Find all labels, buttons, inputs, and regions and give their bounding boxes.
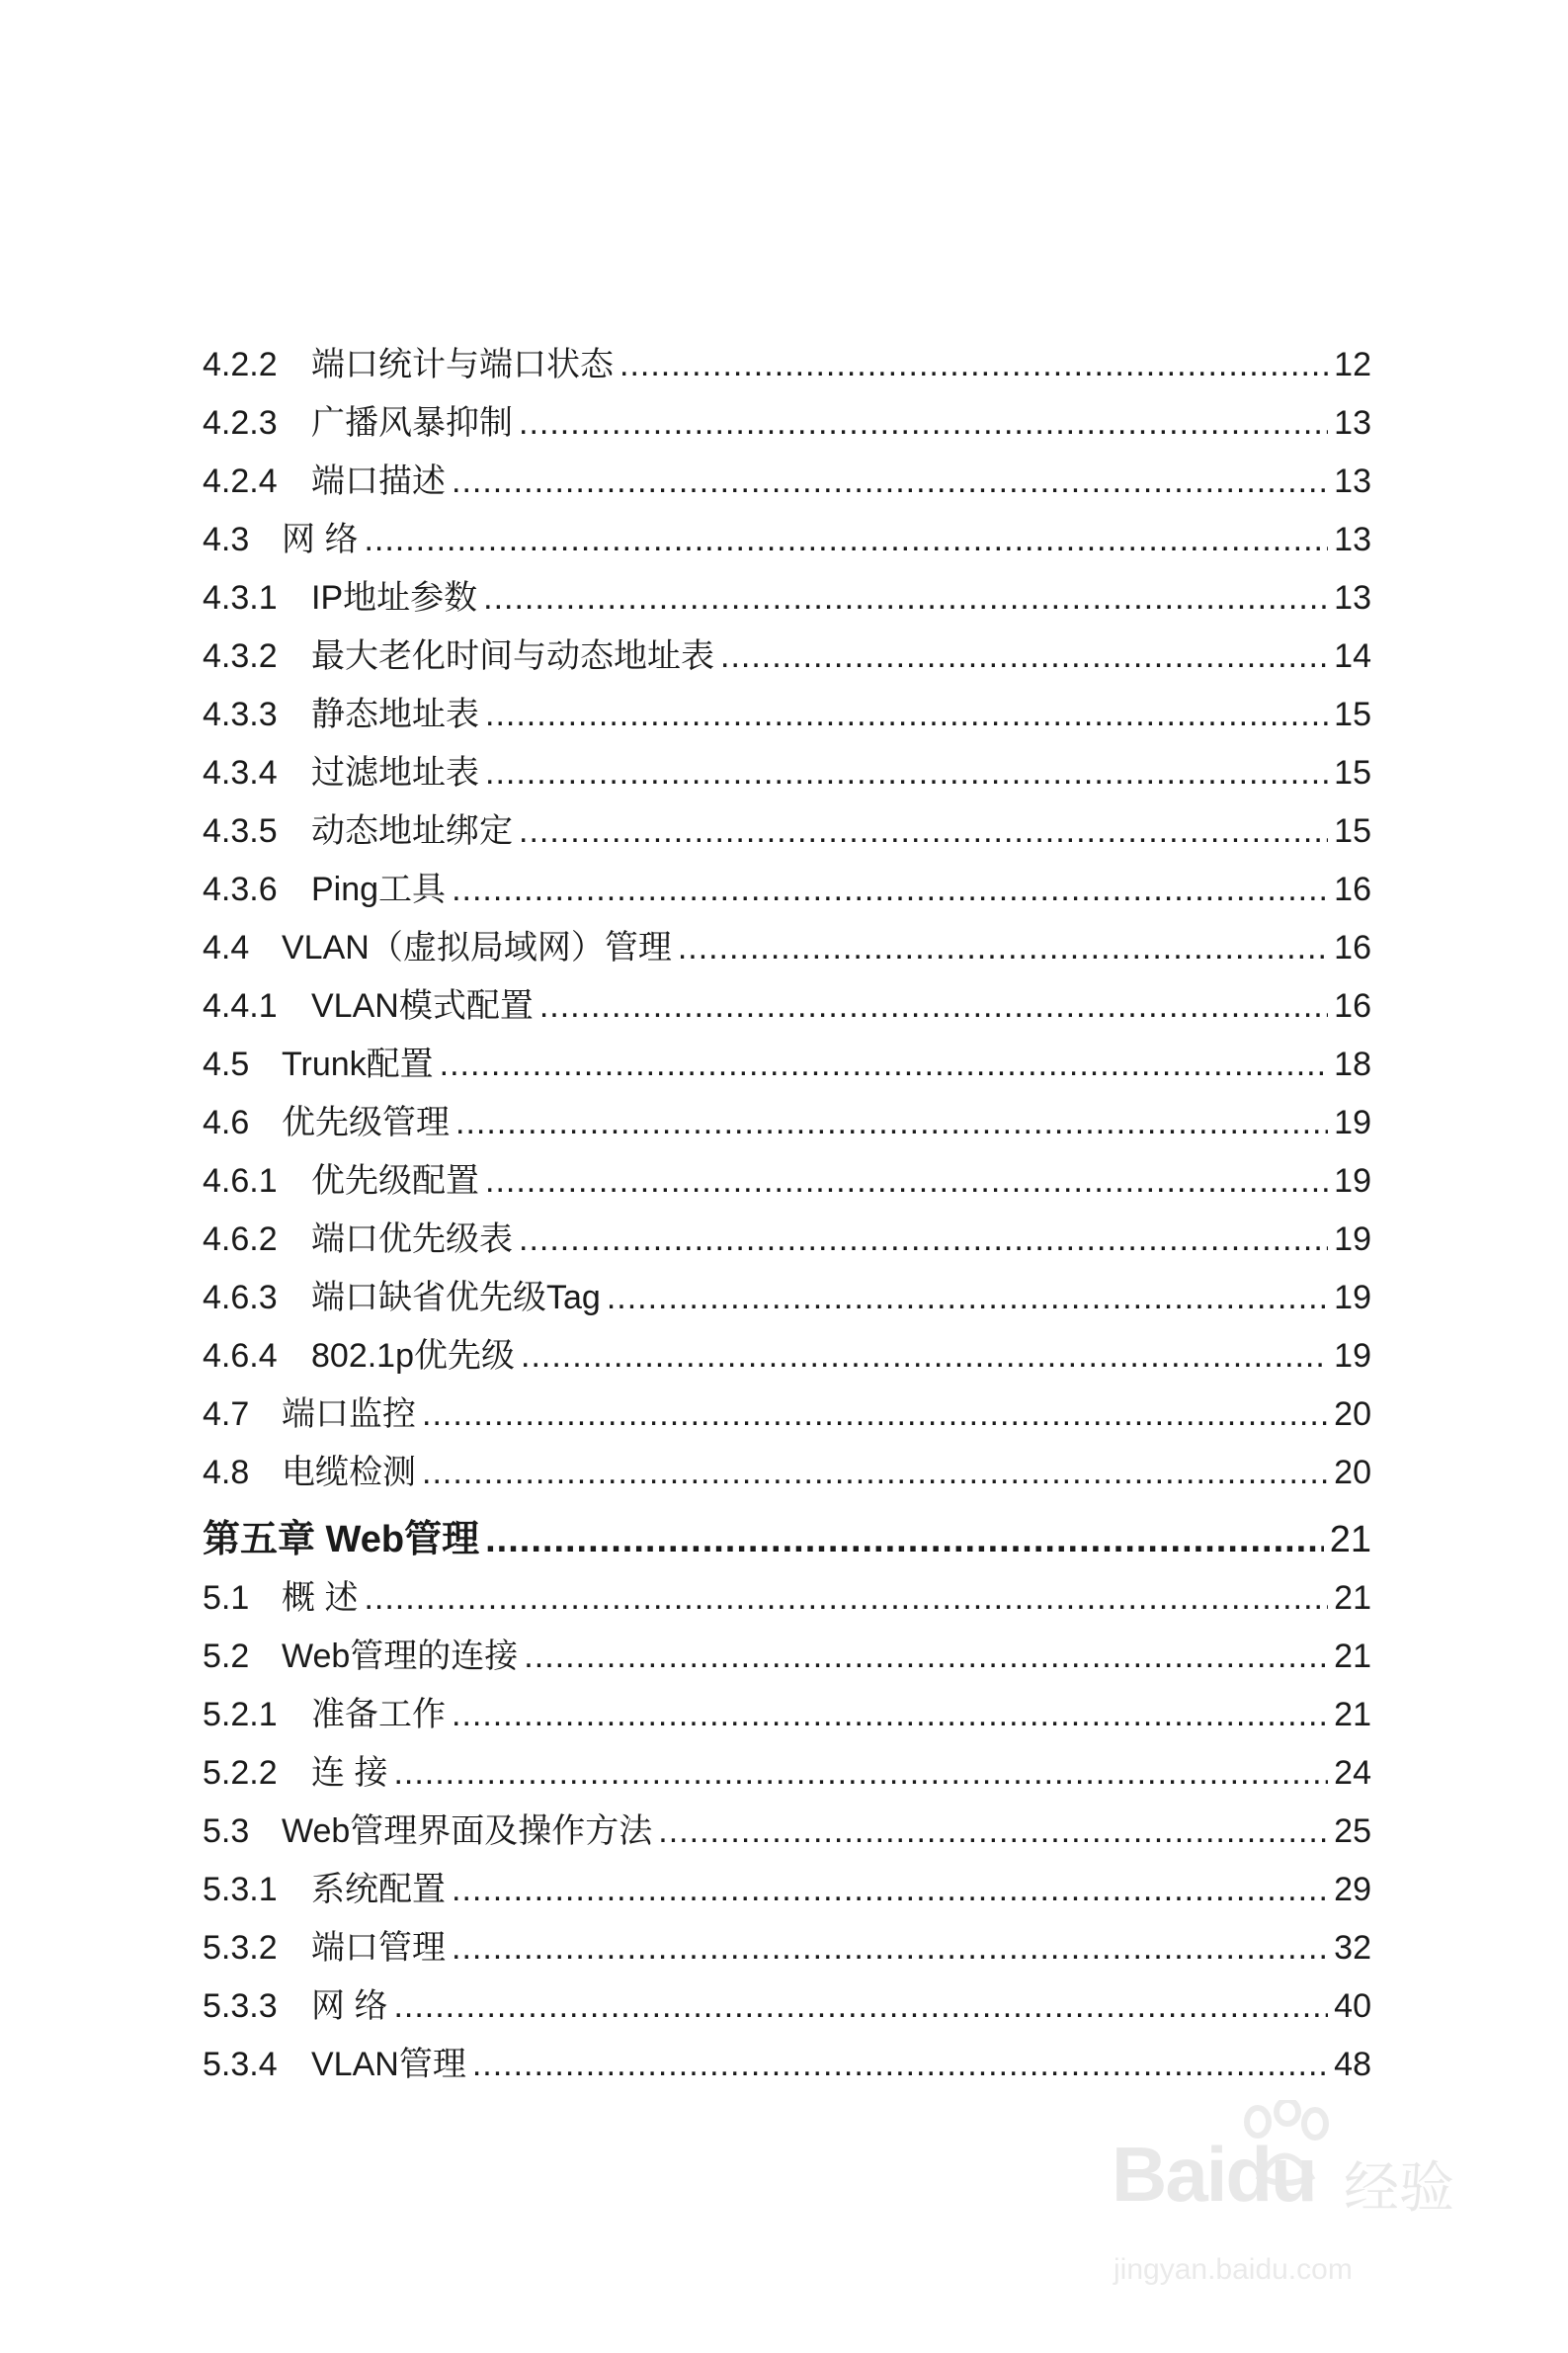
- toc-dot-leader: [720, 636, 1328, 676]
- toc-dot-leader: [519, 811, 1328, 851]
- toc-entry-number: 5.3.2: [203, 1929, 278, 1967]
- toc-entry[interactable]: [203, 1851, 1371, 1909]
- toc-entry-number: 5.3.1: [203, 1871, 278, 1908]
- toc-entry-number: 4.3: [203, 521, 250, 558]
- toc-dot-leader: [393, 1753, 1328, 1793]
- toc-entry[interactable]: [203, 1968, 1371, 2026]
- toc-entry-title: VLAN模式配置: [311, 987, 534, 1025]
- toc-dot-leader: [483, 578, 1328, 618]
- toc-entry-title: 最大老化时间与动态地址表: [311, 637, 714, 675]
- toc-entry[interactable]: [203, 1142, 1371, 1201]
- toc-entry[interactable]: [203, 1618, 1371, 1676]
- toc-dot-leader: [422, 1453, 1328, 1492]
- toc-entry[interactable]: [203, 1026, 1371, 1084]
- toc-entry-page: 21: [1334, 1638, 1371, 1675]
- toc-entry-number: 4.6.1: [203, 1162, 278, 1200]
- baidu-jingyan-watermark: [1112, 2100, 1487, 2298]
- toc-entry-title: 连 接: [311, 1754, 388, 1792]
- toc-entry-number: 4.3.4: [203, 754, 278, 792]
- toc-entry[interactable]: [203, 1559, 1371, 1618]
- toc-dot-leader: [619, 345, 1328, 384]
- watermark-url: jingyan.baidu.com: [1114, 2253, 1353, 2286]
- toc-entry-title: Web管理的连接: [282, 1638, 519, 1675]
- toc-entry-page: 13: [1334, 521, 1371, 558]
- toc-entry[interactable]: [203, 1676, 1371, 1734]
- toc-entry[interactable]: [203, 1793, 1371, 1851]
- toc-entry-page: 15: [1334, 696, 1371, 733]
- toc-entry-number: 4.8: [203, 1454, 250, 1491]
- toc-entry-number: 4.7: [203, 1395, 250, 1433]
- toc-entry-page: 12: [1334, 346, 1371, 383]
- toc-dot-leader: [452, 462, 1328, 501]
- toc-entry[interactable]: [203, 1317, 1371, 1376]
- toc-entry-page: 19: [1334, 1104, 1371, 1141]
- toc-entry-title: 网 络: [282, 521, 359, 558]
- toc-entry-title: 系统配置: [311, 1871, 446, 1908]
- toc-entry[interactable]: [203, 559, 1371, 618]
- toc-dot-leader: [455, 1103, 1328, 1142]
- toc-entry-page: 15: [1334, 812, 1371, 850]
- toc-entry-number: 4.4: [203, 929, 250, 966]
- toc-entry-number: 4.5: [203, 1046, 250, 1083]
- toc-entry-title: 端口统计与端口状态: [311, 346, 614, 383]
- toc-entry-title: VLAN（虚拟局域网）管理: [282, 929, 672, 966]
- toc-dot-leader: [485, 1161, 1328, 1201]
- toc-dot-leader: [472, 2045, 1328, 2084]
- toc-entry-number: 4.6.3: [203, 1279, 278, 1316]
- toc-entry-number: 4.2.2: [203, 346, 278, 383]
- toc-dot-leader: [452, 1695, 1328, 1734]
- toc-entry-page: 40: [1334, 1987, 1371, 2025]
- toc-entry-page: 21: [1334, 1696, 1371, 1733]
- toc-entry[interactable]: [203, 793, 1371, 851]
- toc-dot-leader: [452, 1870, 1328, 1909]
- toc-entry-number: 4.2.3: [203, 404, 278, 442]
- toc-entry-page: 16: [1334, 987, 1371, 1025]
- toc-entry[interactable]: [203, 967, 1371, 1026]
- toc-entry-page: 13: [1334, 579, 1371, 617]
- toc-entry-title: 端口优先级表: [311, 1220, 513, 1258]
- toc-dot-leader: [485, 695, 1328, 734]
- toc-entry-title: Trunk配置: [282, 1046, 434, 1083]
- toc-entry-title: Ping工具: [311, 871, 447, 908]
- toc-entry-page: 24: [1334, 1754, 1371, 1792]
- toc-entry-page: 13: [1334, 404, 1371, 442]
- toc-entry-title: 优先级配置: [311, 1162, 479, 1200]
- toc-entry[interactable]: [203, 1734, 1371, 1793]
- toc-dot-leader: [658, 1811, 1328, 1851]
- toc-entry-title: 过滤地址表: [311, 754, 479, 792]
- toc-entry-number: 4.4.1: [203, 987, 278, 1025]
- toc-entry-title: 动态地址绑定: [311, 812, 513, 850]
- toc-entry-title: 端口描述: [311, 462, 446, 500]
- toc-entry-page: 19: [1334, 1162, 1371, 1200]
- toc-entry[interactable]: [203, 443, 1371, 501]
- toc-dot-leader: [678, 928, 1328, 967]
- toc-entry-title: VLAN管理: [311, 2046, 466, 2083]
- toc-entry-page: 13: [1334, 462, 1371, 500]
- toc-entry-number: 5.3.4: [203, 2046, 278, 2083]
- toc-entry-page: 18: [1334, 1046, 1371, 1083]
- watermark-cn-text: 经验: [1344, 2156, 1454, 2221]
- toc-dot-leader: [539, 986, 1328, 1026]
- toc-entry-page: 21: [1329, 1519, 1371, 1560]
- toc-entry-title: 优先级管理: [282, 1104, 450, 1141]
- toc-dot-leader: [440, 1045, 1329, 1084]
- toc-entry-title: Web管理界面及操作方法: [282, 1812, 653, 1850]
- toc-entry-page: 48: [1334, 2046, 1371, 2083]
- toc-dot-leader: [485, 753, 1328, 793]
- toc-entry-number: 5.2.2: [203, 1754, 278, 1792]
- toc-entry-number: 5.2.1: [203, 1696, 278, 1733]
- toc-dot-leader: [364, 1578, 1328, 1618]
- toc-dot-leader: [519, 1219, 1328, 1259]
- toc-dot-leader: [452, 870, 1328, 909]
- toc-entry-title: 端口缺省优先级Tag: [311, 1279, 601, 1316]
- toc-dot-leader: [521, 1336, 1328, 1376]
- toc-entry-title: 静态地址表: [311, 696, 479, 733]
- toc-entry-number: 4.2.4: [203, 462, 278, 500]
- toc-entry-title: 802.1p优先级: [311, 1337, 515, 1375]
- toc-dot-leader: [607, 1278, 1328, 1317]
- toc-entry[interactable]: [203, 1434, 1371, 1492]
- toc-entry-number: 4.6.4: [203, 1337, 278, 1375]
- watermark-logo: Baidu: [1112, 2131, 1316, 2218]
- toc-entry-page: 19: [1334, 1220, 1371, 1258]
- toc-entry-number: 5.3: [203, 1812, 250, 1850]
- toc-entry[interactable]: [203, 676, 1371, 734]
- toc-entry-page: 29: [1334, 1871, 1371, 1908]
- toc-entry[interactable]: [203, 1259, 1371, 1317]
- toc-entry[interactable]: [203, 384, 1371, 443]
- toc-dot-leader: [393, 1986, 1328, 2026]
- toc-entry[interactable]: [203, 1201, 1371, 1259]
- toc-entry-page: 20: [1334, 1454, 1371, 1491]
- toc-entry[interactable]: [203, 326, 1371, 384]
- toc-entry-page: 19: [1334, 1279, 1371, 1316]
- toc-dot-leader: [422, 1394, 1328, 1434]
- toc-entry-number: 5.2: [203, 1638, 250, 1675]
- toc-entry[interactable]: [203, 618, 1371, 676]
- toc-chapter-entry[interactable]: [203, 1492, 1371, 1559]
- toc-entry-page: 32: [1334, 1929, 1371, 1967]
- toc-entry-title: 广播风暴抑制: [311, 404, 513, 442]
- toc-entry-number: 4.3.2: [203, 637, 278, 675]
- toc-entry-title: 网 络: [311, 1987, 388, 2025]
- toc-entry[interactable]: [203, 1909, 1371, 1968]
- toc-entry-number: 4.6.2: [203, 1220, 278, 1258]
- toc-entry-number: 4.6: [203, 1104, 250, 1141]
- toc-entry-page: 20: [1334, 1395, 1371, 1433]
- toc-entry-page: 16: [1334, 871, 1371, 908]
- toc-entry[interactable]: [203, 2026, 1371, 2084]
- toc-entry[interactable]: [203, 851, 1371, 909]
- toc-entry-number: 4.3.6: [203, 871, 278, 908]
- toc-entry-title: 概 述: [282, 1579, 359, 1617]
- toc-dot-leader: [485, 1520, 1324, 1559]
- toc-entry-title: 端口监控: [282, 1395, 416, 1433]
- toc-entry-page: 21: [1334, 1579, 1371, 1617]
- toc-entry-page: 19: [1334, 1337, 1371, 1375]
- toc-dot-leader: [364, 520, 1328, 559]
- toc-entry-title: 电缆检测: [282, 1454, 416, 1491]
- toc-entry-page: 15: [1334, 754, 1371, 792]
- toc-entry-title: 准备工作: [311, 1696, 446, 1733]
- toc-entry[interactable]: [203, 501, 1371, 559]
- toc-entry-page: 16: [1334, 929, 1371, 966]
- toc-dot-leader: [452, 1928, 1328, 1968]
- toc-entry-number: 5.1: [203, 1579, 250, 1617]
- toc-entry-number: 4.3.1: [203, 579, 278, 617]
- toc-entry-page: 14: [1334, 637, 1371, 675]
- toc-dot-leader: [519, 403, 1328, 443]
- toc-entry-title: 第五章 Web管理: [203, 1519, 480, 1560]
- toc-entry-number: 4.3.5: [203, 812, 278, 850]
- toc-entry-number: 4.3.3: [203, 696, 278, 733]
- toc-entry-number: 5.3.3: [203, 1987, 278, 2025]
- table-of-contents: [203, 326, 1371, 2084]
- toc-entry[interactable]: [203, 1084, 1371, 1142]
- toc-entry[interactable]: [203, 1376, 1371, 1434]
- toc-entry[interactable]: [203, 909, 1371, 967]
- toc-entry-title: 端口管理: [311, 1929, 446, 1967]
- toc-entry[interactable]: [203, 734, 1371, 793]
- toc-entry-page: 25: [1334, 1812, 1371, 1850]
- toc-entry-title: IP地址参数: [311, 579, 478, 617]
- toc-dot-leader: [524, 1637, 1328, 1676]
